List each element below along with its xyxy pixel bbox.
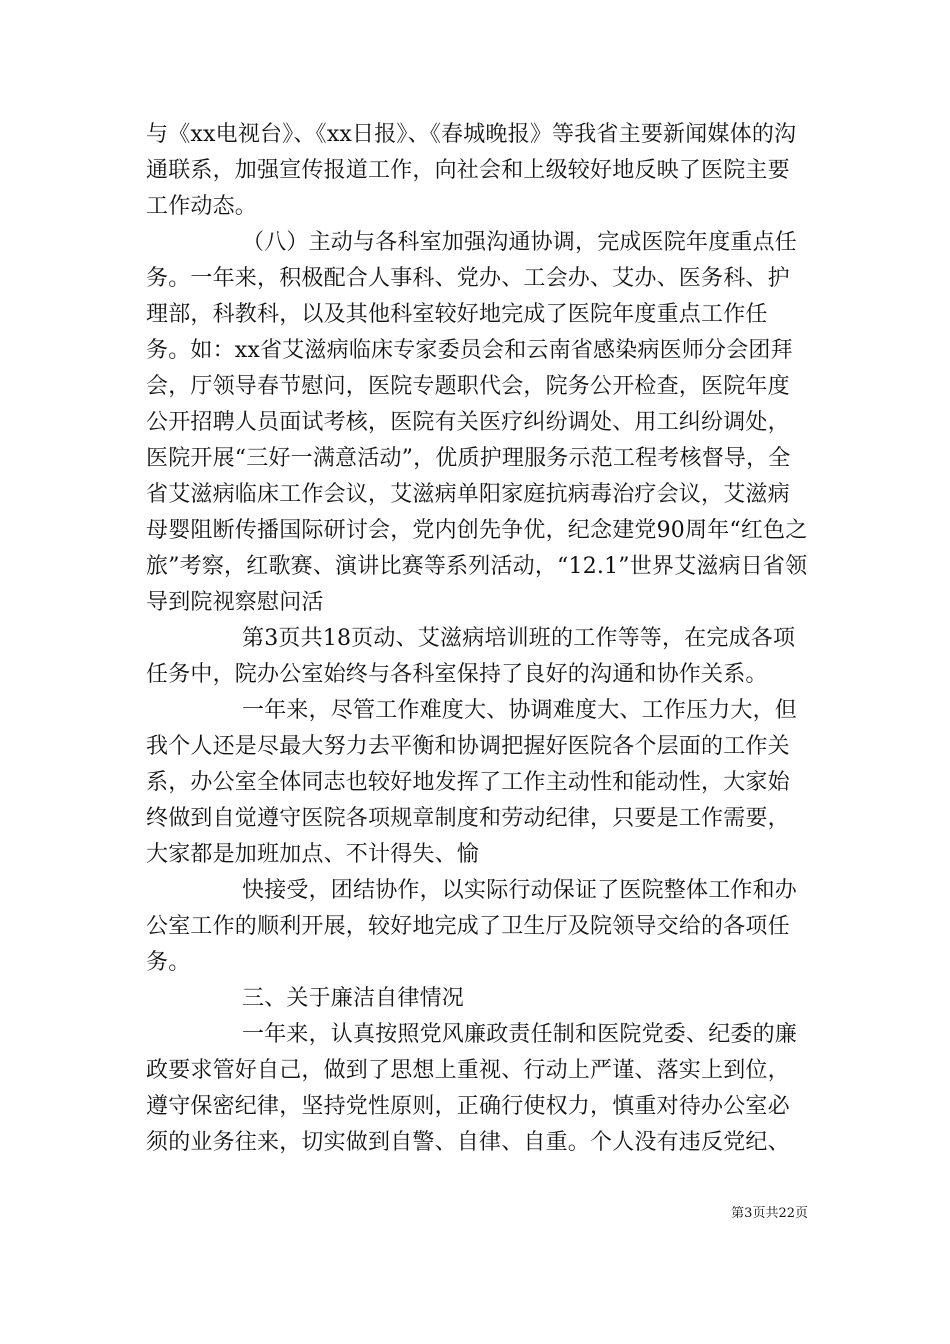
paragraph-3: 第3页共18页动、艾滋病培训班的工作等等，在完成各项任务中，院办公室始终与各科室保持了良好的沟通和协作关系。: [146, 626, 796, 687]
section-heading: 三、关于廉洁自律情况: [242, 986, 465, 1011]
page-number-footer: 第3页共22页: [731, 1206, 808, 1221]
paragraph-7: 一年来，认真按照党风廉政责任制和医院党委、纪委的廉政要求管好自己，做到了思想上重视、行动上严谨、落实上到位，遵守保密纪律，坚持党性原则，正确行使权力，慎重对待办公室必须的业务往来，切实做到自警、自律、自重。个人没有违反党纪、: [146, 1022, 798, 1155]
paragraph-1: 与《xx电视台》、《xx日报》、《春城晚报》等我省主要新闻媒体的沟通联系，加强宣传报道工作，向社会和上级较好地反映了医院主要工作动态。: [146, 122, 797, 219]
paragraph-4: 一年来，尽管工作难度大、协调难度大、工作压力大，但我个人还是尽最大努力去平衡和协调把握好医院各个层面的工作关系，办公室全体同志也较好地发挥了工作主动性和能动性，大家始终做到自觉遵守医院各项规章制度和劳动纪律，只要是工作需要，大家都是加班加点、不计得失、愉: [146, 698, 798, 867]
paragraph-5: 快接受，团结协作，以实际行动保证了医院整体工作和办公室工作的顺利开展，较好地完成了卫生厅及院领导交给的各项任务。: [146, 878, 798, 975]
document-body: [146, 117, 810, 1161]
paragraph-2: （八）主动与各科室加强沟通协调，完成医院年度重点任务。一年来，积极配合人事科、党办、工会办、艾办、医务科、护理部，科教科，以及其他科室较好地完成了医院年度重点工作任务。如：xx省艾滋病临床专家委员会和云南省感染病医师分会团拜会，厅领导春节慰问，医院专题职代会，院务公开检查，医院年度公开招聘人员面试考核，医院有关医疗纠纷调处、用工纠纷调处，医院开展“三好一满意活动”，优质护理服务示范工程考核督导，全省艾滋病临床工作会议，艾滋病单阳家庭抗病毒治疗会议，艾滋病母婴阻断传播国际研讨会，党内创先争优，纪念建党90周年“红色之旅”考察，红歌赛、演讲比赛等系列活动，“12.1”世界艾滋病日省领导到院视察慰问活: [146, 230, 808, 615]
